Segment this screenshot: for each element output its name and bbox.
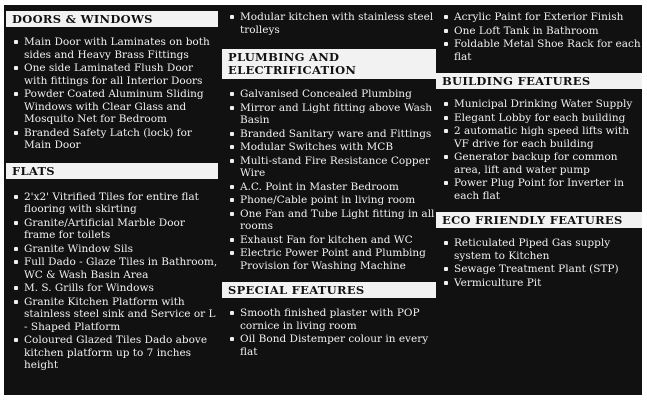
- list-item: M. S. Grills for Windows: [6, 282, 218, 295]
- column-right: [436, 11, 642, 290]
- list-item: 2'x2' Vitrified Tiles for entire flat flooring with skirting: [6, 191, 218, 216]
- list-item: Full Dado - Glaze Tiles in Bathroom, WC & Wash Basin Area: [6, 256, 218, 281]
- list-item: Smooth finished plaster with POP cornice in living room: [222, 307, 436, 332]
- list-item: Foldable Metal Shoe Rack for each flat: [436, 38, 642, 63]
- list-item: One Loft Tank in Bathroom: [436, 25, 642, 38]
- list-kitchen-continued: [222, 11, 436, 36]
- list-item: Municipal Drinking Water Supply: [436, 98, 642, 111]
- list-item: Generator backup for common area, lift and water pump: [436, 151, 642, 176]
- list-item: Multi-stand Fire Resistance Copper Wire: [222, 155, 436, 180]
- list-item: Phone/Cable point in living room: [222, 194, 436, 207]
- list-item: 2 automatic high speed lifts with VF drive for each building: [436, 125, 642, 150]
- list-building: [436, 98, 642, 202]
- section-header-doors-windows: DOORS & WINDOWS: [6, 11, 218, 27]
- list-item: Branded Safety Latch (lock) for Main Door: [6, 127, 218, 152]
- section-header-eco: ECO FRIENDLY FEATURES: [436, 212, 642, 228]
- section-header-building: BUILDING FEATURES: [436, 73, 642, 89]
- list-item: Branded Sanitary ware and Fittings: [222, 128, 436, 141]
- list-item: Modular kitchen with stainless steel trolleys: [222, 11, 436, 36]
- list-item: Mirror and Light fitting above Wash Basin: [222, 102, 436, 127]
- list-eco: [436, 237, 642, 289]
- list-item: One side Laminated Flush Door with fittings for all Interior Doors: [6, 62, 218, 87]
- list-item: Oil Bond Distemper colour in every flat: [222, 333, 436, 358]
- list-item: Modular Switches with MCB: [222, 141, 436, 154]
- list-item: Exhaust Fan for kitchen and WC: [222, 234, 436, 247]
- section-header-plumbing: [222, 49, 436, 79]
- list-paint-continued: [436, 11, 642, 63]
- list-item: Galvanised Concealed Plumbing: [222, 88, 436, 101]
- list-item: Main Door with Laminates on both sides and Heavy Brass Fittings: [6, 36, 218, 61]
- list-item: Sewage Treatment Plant (STP): [436, 263, 642, 276]
- list-item: Elegant Lobby for each building: [436, 112, 642, 125]
- list-item: Granite/Artificial Marble Door frame for toilets: [6, 217, 218, 242]
- column-middle: [222, 11, 436, 359]
- section-header-plumbing-line1: PLUMBING AND: [228, 50, 340, 64]
- section-header-flats: FLATS: [6, 163, 218, 179]
- list-special: [222, 307, 436, 358]
- section-header-plumbing-line2: ELECTRIFICATION: [228, 63, 357, 77]
- list-item: One Fan and Tube Light fitting in all rooms: [222, 208, 436, 233]
- list-flats: [6, 191, 218, 372]
- list-item: Reticulated Piped Gas supply system to Kitchen: [436, 237, 642, 262]
- column-left: [6, 11, 218, 373]
- list-item: Power Plug Point for Inverter in each flat: [436, 177, 642, 202]
- list-item: Coloured Glazed Tiles Dado above kitchen platform up to 7 inches height: [6, 334, 218, 372]
- list-item: Electric Power Point and Plumbing Provision for Washing Machine: [222, 247, 436, 272]
- list-item: Acrylic Paint for Exterior Finish: [436, 11, 642, 24]
- list-item: Powder Coated Aluminum Sliding Windows with Clear Glass and Mosquito Net for Bedroom: [6, 88, 218, 126]
- specifications-board: [4, 5, 642, 395]
- list-item: A.C. Point in Master Bedroom: [222, 181, 436, 194]
- list-item: Vermiculture Pit: [436, 277, 642, 290]
- list-doors-windows: [6, 36, 218, 152]
- section-header-special: SPECIAL FEATURES: [222, 282, 436, 298]
- list-item: Granite Kitchen Platform with stainless steel sink and Service or L - Shaped Platform: [6, 296, 218, 334]
- list-plumbing: [222, 88, 436, 272]
- list-item: Granite Window Sils: [6, 243, 218, 256]
